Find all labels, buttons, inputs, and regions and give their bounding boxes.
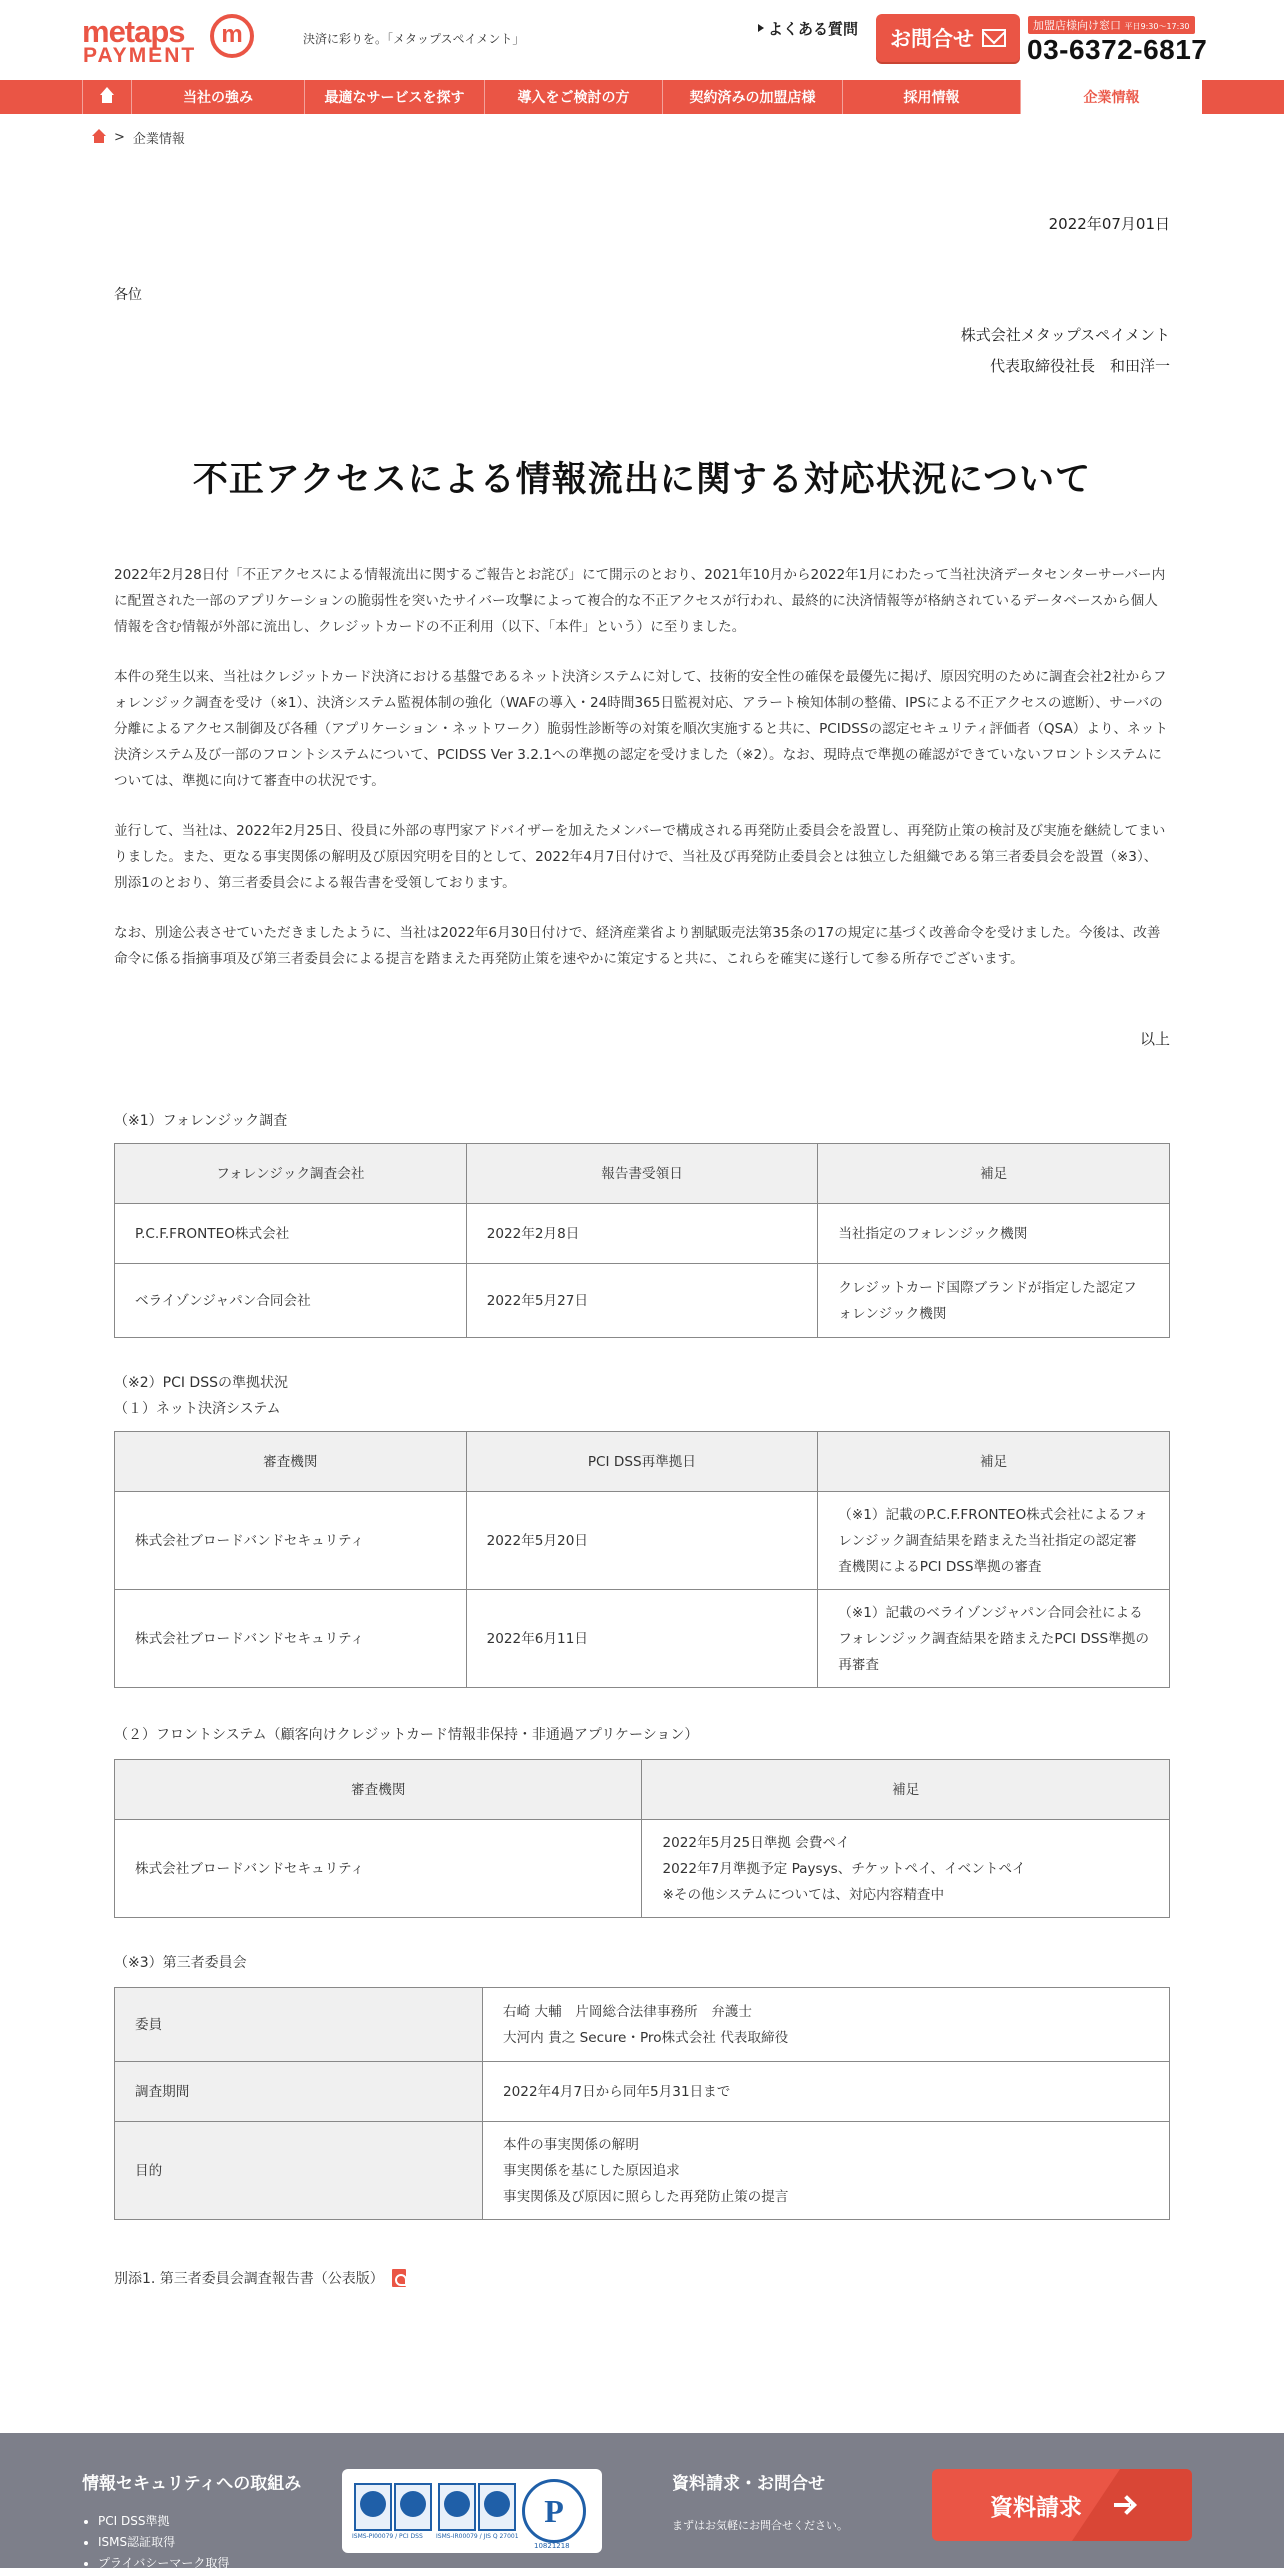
pdf-icon — [392, 2269, 406, 2287]
pcidss-sublabel: （１）ネット決済システム — [114, 1401, 281, 1417]
jis-badge-icon — [478, 2483, 516, 2531]
table-row — [115, 1264, 1170, 1338]
arrow-right-icon — [1114, 2496, 1134, 2514]
committee-member: 右崎 大輔 片岡総合法律事務所 弁護士 — [503, 2003, 753, 2020]
committee-label: （※3）第三者委員会 — [114, 1955, 247, 1971]
cert-caption: ISMS-PI00079 / PCI DSS — [352, 2533, 423, 2540]
nav-recruit[interactable]: 採用情報 — [843, 80, 1021, 114]
list-item: • ISMS認証取得 — [98, 2532, 229, 2553]
breadcrumb-separator: > — [114, 130, 125, 145]
table-row — [115, 2122, 1170, 2220]
sender-block — [961, 320, 1170, 382]
addressee: 各位 — [114, 287, 142, 303]
table-cell: （※1）記載のベライゾンジャパン合同会社によるフォレンジック調査結果を踏まえたPCI DSS準拠の再審査 — [818, 1590, 1170, 1688]
table-header: 報告書受領日 — [466, 1144, 818, 1204]
logo-mark-icon: m — [210, 14, 254, 58]
table-cell: 株式会社ブロードバンドセキュリティ — [115, 1492, 467, 1590]
table-header: 審査機関 — [115, 1432, 467, 1492]
front-note: ※その他システムについては、対応内容精査中 — [662, 1886, 945, 1903]
table-cell: （※1）記載のP.C.F.FRONTEO株式会社によるフォレンジック調査結果を踏まえた当社指定の認定審査機関によるPCI DSS準拠の審査 — [818, 1492, 1170, 1590]
committee-purpose: 本件の事実関係の解明 — [503, 2136, 639, 2153]
table-cell — [483, 1988, 1170, 2062]
table-label-cell: 委員 — [115, 1988, 483, 2062]
cert-caption: ISMS-IR00079 / JIS Q 27001 — [436, 2533, 519, 2540]
table-row — [115, 1988, 1170, 2062]
front-note: 2022年7月準拠予定 Paysys、チケットペイ、イベントペイ — [662, 1860, 1026, 1877]
forensic-label: （※1）フォレンジック調査 — [114, 1113, 288, 1129]
table-row — [115, 1590, 1170, 1688]
paragraph-1: 2022年2月28日付「不正アクセスによる情報流出に関するご報告とお詫び」にて開示のとおり、2021年10月から2022年1月にわたって当社決済データセンターサーバー内に配置された一部のアプリケーションの脆弱性を突いたサイバー攻撃によって複合的な不正アクセスが行われ、最終的に決済情報等が格納されているデータベースから個人情報を含む情報が外部に流出し、クレジットカードの不正利用（以下、「本件」という）に至りました。 — [114, 567, 1166, 635]
phone-label-text: 加盟店様向け窓口 — [1033, 19, 1121, 32]
committee-table — [114, 1987, 1170, 2220]
paragraph-2: 本件の発生以来、当社はクレジットカード決済における基盤であるネット決済システムに対して、技術的安全性の確保を最優先に掲げ、原因究明のために調査会社2社からフォレンジック調査を受け（※1）、決済システム監視体制の強化（WAFの導入・24時間365日監視対応、アラート検知体制の整備、IPSによる不正アクセスの遮断）、サーバの分離によるアクセス制御及び各種（アプリケーション・ネットワーク）脆弱性診断等の対策を順次実施すると共に、PCIDSSの認定セキュリティ評価者（QSA）より、ネット決済システム及び一部のフロントシステムについて、PCIDSS Ver 3.2.1への準拠の認定を受けました（※2）。なお、現時点で準拠の確認ができていないフロントシステムについては、準拠に向けて審査中の状況です。 — [114, 669, 1168, 789]
site-header — [0, 0, 1284, 80]
isms-pcidss-badge-icon — [354, 2483, 392, 2531]
table-label-cell: 目的 — [115, 2122, 483, 2220]
table-row — [115, 1492, 1170, 1590]
logo-text-top: metaps — [82, 14, 185, 49]
security-list — [98, 2511, 229, 2568]
logo-text-bottom: PAYMENT — [83, 44, 197, 67]
table-cell — [483, 2122, 1170, 2220]
table-header-row — [115, 1144, 1170, 1204]
request-subtext: まずはお気軽にお問合せください。 — [672, 2519, 848, 2532]
table-cell: 2022年2月8日 — [466, 1204, 818, 1264]
table-cell: 2022年6月11日 — [466, 1590, 818, 1688]
global-nav — [0, 80, 1284, 114]
nav-home[interactable] — [82, 80, 132, 114]
forensic-table — [114, 1143, 1170, 1338]
certification-badges — [342, 2469, 602, 2553]
phone-number[interactable]: 03-6372-6817 — [1027, 34, 1208, 65]
footer-banner — [0, 2433, 1284, 2568]
table-cell — [642, 1820, 1170, 1918]
table-header: 補足 — [642, 1760, 1170, 1820]
table-cell: 当社指定のフォレンジック機関 — [818, 1204, 1170, 1264]
isms-badge-icon — [394, 2483, 432, 2531]
table-header: 補足 — [818, 1144, 1170, 1204]
table-cell: クレジットカード国際ブランドが指定した認定フォレンジック機関 — [818, 1264, 1170, 1338]
table-header: PCI DSS再準拠日 — [466, 1432, 818, 1492]
nav-strengths[interactable]: 当社の強み — [132, 80, 305, 114]
home-icon — [99, 90, 115, 104]
table-header: フォレンジック調査会社 — [115, 1144, 467, 1204]
committee-purpose: 事実関係を基にした原因追求 — [503, 2162, 680, 2179]
front-note: 2022年5月25日準拠 会費ペイ — [662, 1834, 850, 1851]
contact-button[interactable] — [876, 14, 1020, 62]
home-icon[interactable] — [92, 132, 106, 144]
committee-purpose: 事実関係及び原因に照らした再発防止策の提言 — [503, 2188, 789, 2205]
nav-find-service[interactable]: 最適なサービスを探す — [305, 80, 485, 114]
isms-iso-badge-icon — [438, 2483, 476, 2531]
table-row — [115, 1204, 1170, 1264]
mail-icon — [982, 29, 1006, 47]
front-label: （２）フロントシステム（顧客向けクレジットカード情報非保持・非通過アプリケーション） — [114, 1727, 699, 1743]
closing: 以上 — [1139, 1030, 1170, 1048]
triangle-right-icon — [758, 24, 764, 32]
table-cell: 株式会社ブロードバンドセキュリティ — [115, 1590, 467, 1688]
security-title: 情報セキュリティへの取組み — [82, 2474, 302, 2494]
privacy-mark-number: 10821218 — [534, 2542, 570, 2550]
table-cell: 2022年5月20日 — [466, 1492, 818, 1590]
representative: 代表取締役社長 和田洋一 — [989, 357, 1170, 375]
committee-member: 大河内 貴之 Secure・Pro株式会社 代表取締役 — [503, 2029, 789, 2046]
pcidss-table — [114, 1431, 1170, 1688]
table-label-cell: 調査期間 — [115, 2062, 483, 2122]
paragraph-4: なお、別途公表させていただきましたように、当社は2022年6月30日付けで、経済産業省より割賦販売法第35条の17の規定に基づく改善命令を受けました。今後は、改善命令に係る指摘事項及び第三者委員会による提言を踏まえた再発防止策を速やかに策定すると共に、これらを確実に遂行して参る所存でございます。 — [114, 925, 1161, 967]
list-item: • PCI DSS準拠 — [98, 2511, 229, 2532]
nav-merchants[interactable]: 契約済みの加盟店様 — [663, 80, 843, 114]
faq-label: よくある質問 — [768, 20, 859, 38]
nav-company[interactable]: 企業情報 — [1021, 80, 1202, 114]
table-cell: 2022年5月27日 — [466, 1264, 818, 1338]
faq-link[interactable] — [758, 18, 858, 39]
breadcrumb-current: 企業情報 — [132, 132, 185, 147]
paragraph-3: 並行して、当社は、2022年2月25日、役員に外部の専門家アドバイザーを加えたメンバーで構成される再発防止委員会を設置し、再発防止策の検討及び実施を継続してまいりました。また、更なる事実関係の解明及び原因究明を目的として、2022年4月7日付けで、当社及び再発防止委員会とは独立した組織である第三者委員会を設置（※3）、別添1のとおり、第三者委員会による報告書を受領しております。 — [114, 823, 1166, 891]
page-title: 不正アクセスによる情報流出に関する対応状況について — [192, 460, 1092, 500]
table-cell: P.C.F.FRONTEO株式会社 — [115, 1204, 467, 1264]
table-cell: 2022年4月7日から同年5月31日まで — [483, 2062, 1170, 2122]
phone-label — [1028, 16, 1195, 34]
table-header: 審査機関 — [115, 1760, 642, 1820]
document-request-button[interactable] — [932, 2469, 1192, 2541]
table-cell: 株式会社ブロードバンドセキュリティ — [115, 1820, 642, 1918]
pcidss-label-text: （※2）PCI DSSの準拠状況 — [114, 1375, 288, 1391]
table-header: 補足 — [818, 1432, 1170, 1492]
pcidss-label — [114, 1370, 288, 1422]
attachment-label: 別添1. 第三者委員会調査報告書（公表版） — [114, 2271, 384, 2287]
attachment-link[interactable] — [114, 2268, 406, 2288]
request-title: 資料請求・お問合せ — [672, 2474, 825, 2494]
contact-label: お問合せ — [890, 27, 974, 51]
table-cell: ベライゾンジャパン合同会社 — [115, 1264, 467, 1338]
tagline: 決済に彩りを。「メタップスペイメント」 — [303, 32, 525, 46]
table-row — [115, 1820, 1170, 1918]
request-button-label: 資料請求 — [990, 2494, 1082, 2521]
phone-hours: 平日9:30〜17:30 — [1124, 22, 1190, 31]
table-header-row — [115, 1432, 1170, 1492]
privacy-mark-icon: P — [522, 2479, 586, 2543]
company-name: 株式会社メタップスペイメント — [960, 326, 1170, 344]
nav-considering[interactable]: 導入をご検討の方 — [485, 80, 663, 114]
table-row — [115, 2062, 1170, 2122]
list-item: • プライバシーマーク取得 — [98, 2553, 229, 2568]
metaps-payment-logo[interactable] — [82, 14, 258, 66]
table-header-row — [115, 1760, 1170, 1820]
breadcrumb — [92, 128, 185, 147]
notice-date: 2022年07月01日 — [1048, 215, 1170, 233]
front-table — [114, 1759, 1170, 1918]
